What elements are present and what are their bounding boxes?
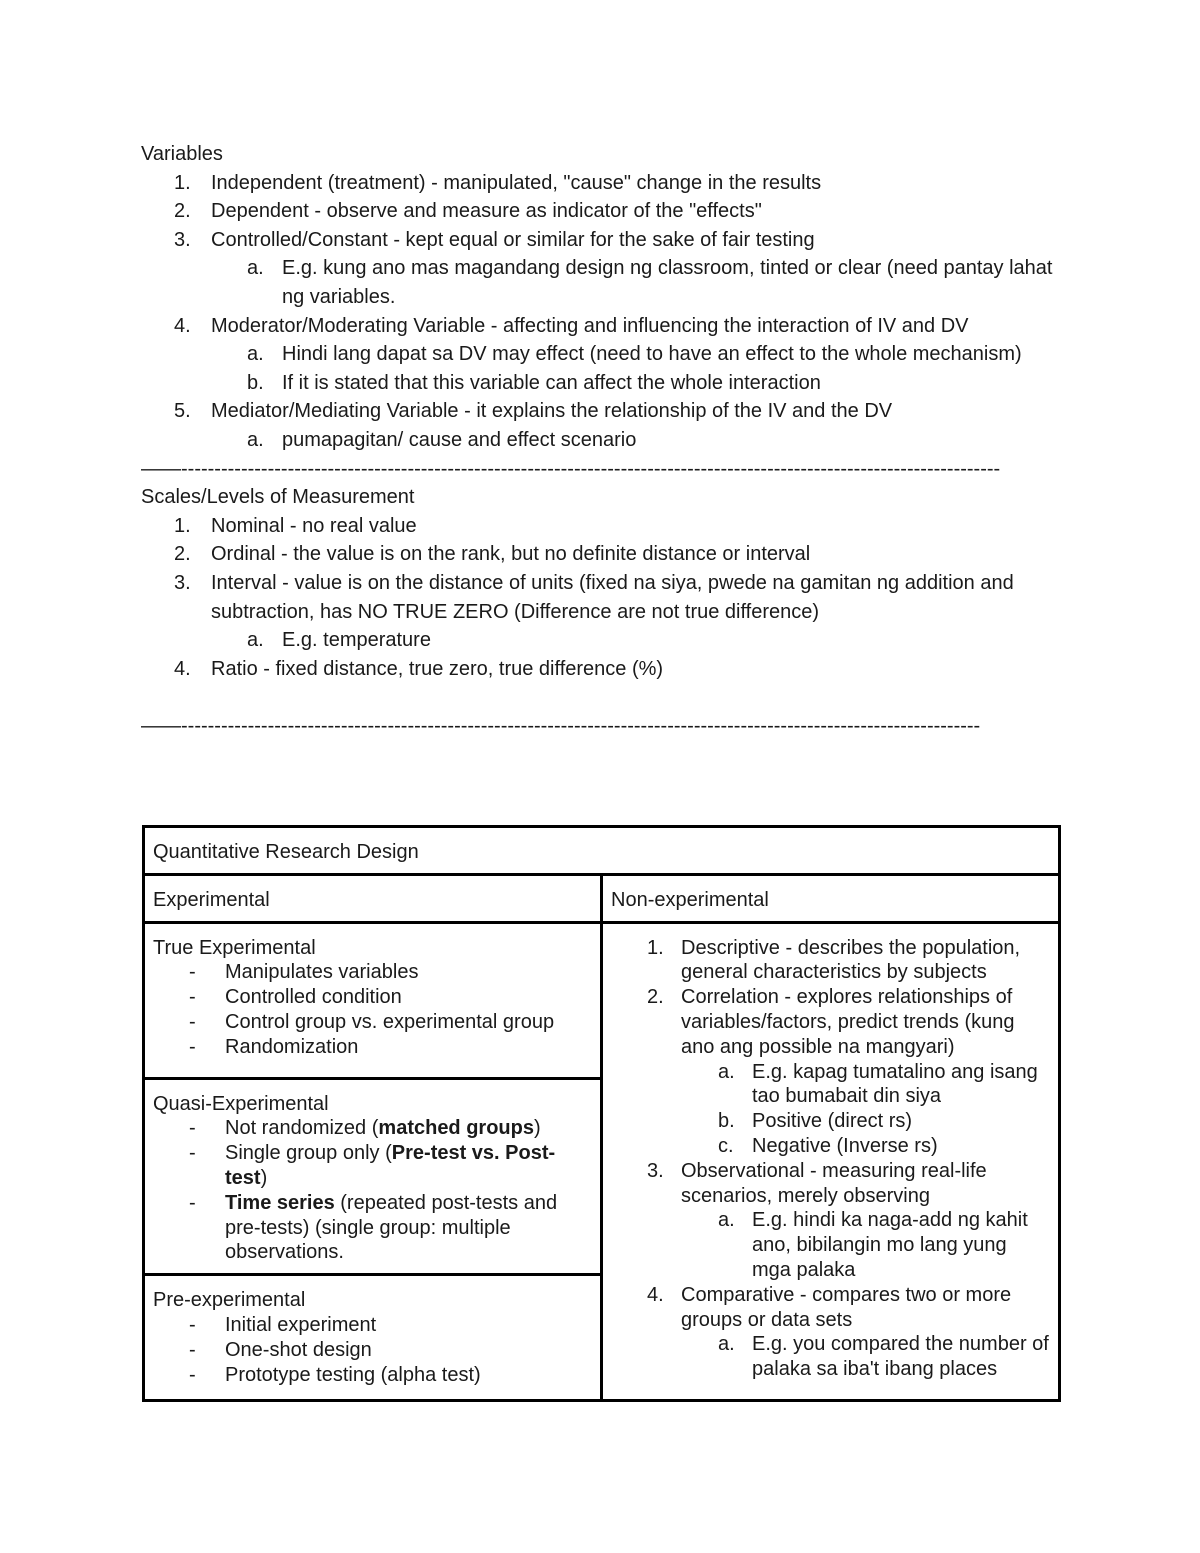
list-item-text: One-shot design xyxy=(225,1338,372,1361)
spacer xyxy=(141,683,1061,712)
true-experimental-cell xyxy=(144,922,602,1078)
list-item-text: E.g. kung ano mas magandang design ng classroom, tinted or clear (need pantay lahat ng variables. xyxy=(282,257,1053,308)
list-item-text: Ordinal - the value is on the rank, but no definite distance or interval xyxy=(211,543,811,566)
list-item-text: Hindi lang dapat sa DV may effect (need to have an effect to the whole mechanism) xyxy=(282,343,1022,366)
list-item-text: Positive (direct rs) xyxy=(752,1110,913,1133)
list-item-text: pumapagitan/ cause and effect scenario xyxy=(282,428,637,451)
list-marker: 4. xyxy=(174,657,191,680)
list-item xyxy=(611,1283,1050,1333)
list-item-text: Negative (Inverse rs) xyxy=(752,1134,938,1157)
list-marker: - xyxy=(189,1338,196,1361)
sub-list-item xyxy=(611,1109,1050,1134)
list-marker: - xyxy=(189,986,196,1009)
header-experimental: Experimental xyxy=(144,874,602,922)
list-item-text: Controlled/Constant - kept equal or similar for the sake of fair testing xyxy=(211,228,815,251)
pre-experimental-cell xyxy=(144,1275,602,1401)
list-marker: 1. xyxy=(647,936,664,959)
variables-heading: Variables xyxy=(141,143,223,165)
list-marker: 4. xyxy=(174,314,191,337)
list-item-text: E.g. hindi ka naga-add ng kahit ano, bibilangin mo lang yung mga palaka xyxy=(752,1209,1028,1281)
list-item-text: Prototype testing (alpha test) xyxy=(225,1363,481,1386)
quasi-experimental-cell xyxy=(144,1078,602,1275)
bullet-list xyxy=(153,960,592,1059)
list-marker: - xyxy=(189,1363,196,1386)
list-marker: a. xyxy=(247,343,264,366)
list-marker: a. xyxy=(718,1333,735,1356)
bold-text: Pre-test vs. Post-test xyxy=(225,1142,556,1189)
list-item-text: Moderator/Moderating Variable - affecting and influencing the interaction of IV and DV xyxy=(211,314,969,337)
list-item-text: Descriptive - describes the population, general characteristics by subjects xyxy=(681,936,1021,984)
list-item-text: Ratio - fixed distance, true zero, true difference (%) xyxy=(211,657,664,680)
list-item xyxy=(153,1363,592,1388)
list-marker: a. xyxy=(718,1060,735,1083)
list-marker: 2. xyxy=(174,543,191,566)
cell-title: True Experimental xyxy=(153,936,316,959)
list-item xyxy=(611,1159,1050,1209)
sub-list-item xyxy=(141,426,1061,455)
list-marker: 2. xyxy=(174,200,191,223)
list-item-text: Mediator/Mediating Variable - it explains the relationship of the IV and the DV xyxy=(211,400,893,423)
list-marker: - xyxy=(189,1035,196,1058)
list-marker: a. xyxy=(718,1209,735,1232)
list-marker: a. xyxy=(247,629,264,652)
sub-list-item xyxy=(141,254,1061,311)
list-item xyxy=(141,512,1061,541)
variables-list xyxy=(141,169,1061,455)
sub-list-item xyxy=(611,1208,1050,1282)
list-item xyxy=(153,1010,592,1035)
list-marker: b. xyxy=(247,371,264,394)
list-item-text: Randomization xyxy=(225,1035,359,1058)
list-item xyxy=(153,1116,592,1141)
list-item-text: If it is stated that this variable can affect the whole interaction xyxy=(282,371,821,394)
list-item-text: Correlation - explores relationships of variables/factors, predict trends (kung ano ang possible na mangyari) xyxy=(681,986,1015,1058)
list-item xyxy=(153,960,592,985)
sub-list-item xyxy=(611,1060,1050,1110)
section-divider: ——--------------------------------------------------------------------------------------------------------------------------- xyxy=(141,457,1001,480)
sub-list-item xyxy=(611,1332,1050,1382)
table-row xyxy=(144,922,1060,1078)
list-item-text: ) xyxy=(533,1117,541,1140)
list-marker: 3. xyxy=(174,228,191,251)
sub-list-item xyxy=(611,1134,1050,1159)
section-divider: ——------------------------------------------------------------------------------------------------------------------------ xyxy=(141,715,981,738)
list-item-text: Initial experiment xyxy=(225,1313,377,1336)
list-marker: - xyxy=(189,1117,196,1140)
list-item xyxy=(141,197,1061,226)
list-item-text: Independent (treatment) - manipulated, "cause" change in the results xyxy=(211,171,822,194)
bold-text: Time series xyxy=(225,1191,335,1214)
non-experimental-list xyxy=(611,936,1050,1382)
bullet-list xyxy=(153,1313,592,1387)
list-item-text: ) xyxy=(260,1166,268,1189)
bullet-list xyxy=(153,1116,592,1265)
list-item-text: Interval - value is on the distance of units (fixed na siya, pwede na gamitan ng addition and subtraction, has NO TRUE ZERO (Difference are not true difference) xyxy=(211,571,1014,623)
list-marker: 3. xyxy=(174,571,191,594)
list-item xyxy=(141,226,1061,255)
list-item-text: Comparative - compares two or more groups or data sets xyxy=(681,1283,1012,1331)
list-item xyxy=(141,169,1061,198)
list-item xyxy=(141,397,1061,426)
table-title-row xyxy=(144,827,1060,875)
list-marker: a. xyxy=(247,428,264,451)
list-marker: - xyxy=(189,1142,196,1165)
list-marker: - xyxy=(189,961,196,984)
list-item-text: E.g. kapag tumatalino ang isang tao bumabait din siya xyxy=(752,1060,1038,1108)
cell-title: Quasi-Experimental xyxy=(153,1092,329,1115)
list-marker: c. xyxy=(718,1134,734,1157)
research-design-table xyxy=(142,825,1061,1402)
table-title: Quantitative Research Design xyxy=(144,827,1060,875)
scales-list xyxy=(141,512,1061,684)
list-item-text: Single group only ( xyxy=(225,1142,392,1165)
list-marker: a. xyxy=(247,257,264,280)
list-item-text: Dependent - observe and measure as indicator of the "effects" xyxy=(211,200,762,223)
sub-list-item xyxy=(141,340,1061,369)
list-item-text: E.g. you compared the number of palaka sa iba't ibang places xyxy=(752,1333,1049,1381)
bold-text: matched groups xyxy=(378,1117,534,1140)
list-marker: - xyxy=(189,1191,196,1214)
notes-body xyxy=(141,140,1061,741)
list-item-text: Control group vs. experimental group xyxy=(225,1010,555,1033)
list-item xyxy=(141,540,1061,569)
header-non-experimental: Non-experimental xyxy=(602,874,1060,922)
list-item-text: Observational - measuring real-life scenarios, merely observing xyxy=(681,1159,987,1207)
list-marker: 3. xyxy=(647,1159,664,1182)
list-marker: b. xyxy=(718,1110,735,1133)
sub-list-item xyxy=(141,626,1061,655)
non-experimental-cell xyxy=(602,922,1060,1401)
list-item-text: (repeated post-tests and pre-tests) (single group: multiple observations. xyxy=(225,1191,558,1264)
list-item xyxy=(141,312,1061,341)
list-item xyxy=(153,1313,592,1338)
list-item-text: Nominal - no real value xyxy=(211,514,417,537)
list-item xyxy=(153,1338,592,1363)
list-marker: - xyxy=(189,1313,196,1336)
list-item-text: E.g. temperature xyxy=(282,629,431,652)
list-marker: 1. xyxy=(174,171,191,194)
list-item xyxy=(153,985,592,1010)
list-marker: 2. xyxy=(647,986,664,1009)
cell-title: Pre-experimental xyxy=(153,1289,306,1312)
list-marker: 5. xyxy=(174,400,191,423)
list-item-text: Controlled condition xyxy=(225,986,402,1009)
table-header-row xyxy=(144,874,1060,922)
list-marker: 4. xyxy=(647,1283,664,1306)
list-item-text: Not randomized ( xyxy=(225,1117,379,1140)
list-marker: - xyxy=(189,1010,196,1033)
list-item xyxy=(153,1035,592,1060)
list-item xyxy=(153,1191,592,1265)
list-item xyxy=(153,1141,592,1191)
list-item-text: Manipulates variables xyxy=(225,961,419,984)
scales-heading: Scales/Levels of Measurement xyxy=(141,486,415,509)
list-item xyxy=(611,985,1050,1059)
list-item xyxy=(141,569,1061,626)
list-item xyxy=(611,936,1050,986)
sub-list-item xyxy=(141,369,1061,398)
list-marker: 1. xyxy=(174,514,191,537)
list-item xyxy=(141,655,1061,684)
